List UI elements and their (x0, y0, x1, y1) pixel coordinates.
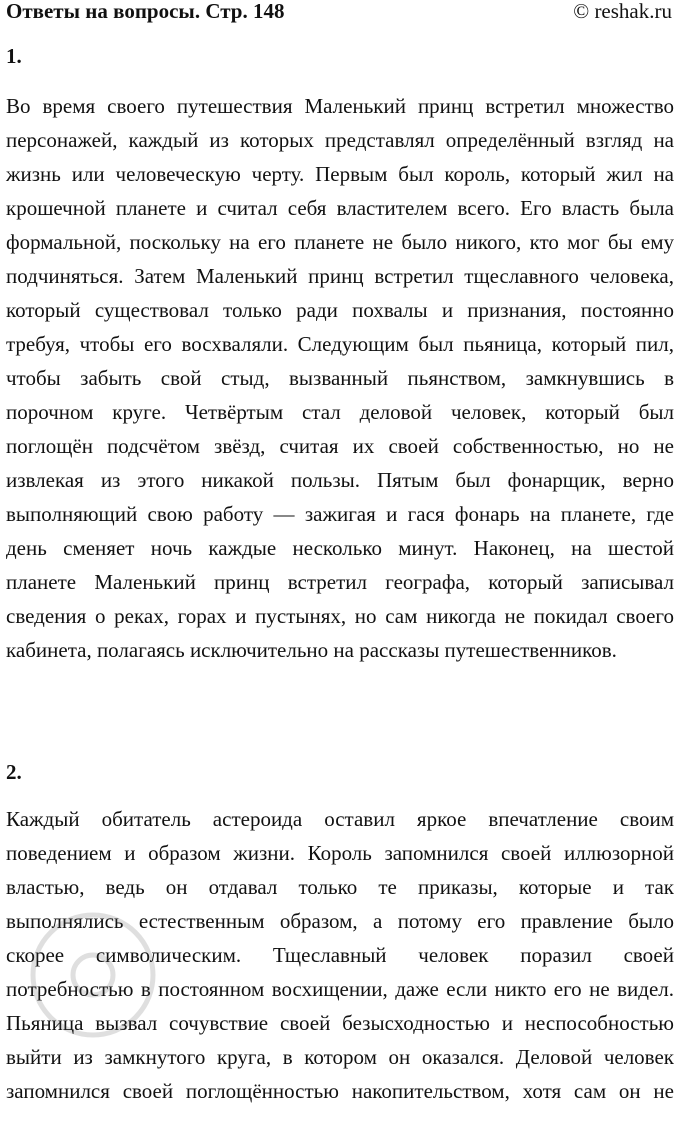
text-line: крошечной планете и считал себя властителем всего. Его власть была (6, 196, 674, 220)
text-line: формальной, поскольку на его планете не было никого, кто мог бы ему (6, 230, 674, 254)
page-title: Ответы на вопросы. Стр. 148 (6, 0, 285, 23)
site-credit: © reshak.ru (573, 0, 672, 23)
text-line: планете Маленький принц встретил географа, который записывал (6, 570, 674, 594)
text-line: кабинета, полагаясь исключительно на рассказы путешественников. (6, 638, 617, 662)
text-line: требуя, чтобы его восхваляли. Следующим был пьяница, который пил, (6, 332, 674, 356)
text-line: сведения о реках, горах и пустынях, но сам никогда не покидал своего (6, 604, 674, 628)
text-line: персонажей, каждый из которых представлял определённый взгляд на (6, 128, 674, 152)
text-line: подчиняться. Затем Маленький принц встретил тщеславного человека, (6, 264, 674, 288)
text-line: извлекая из этого никакой пользы. Пятым был фонарщик, верно (6, 468, 674, 492)
text-line: запомнился своей поглощённостью накопительством, хотя сам он не (6, 1079, 674, 1103)
text-line: жизнь или человеческую черту. Первым был король, который жил на (6, 162, 674, 186)
text-line: чтобы забыть свой стыд, вызванный пьянством, замкнувшись в (6, 366, 674, 390)
answer-paragraph-2 (6, 802, 674, 1108)
text-line: порочном круге. Четвёртым стал деловой человек, который был (6, 400, 674, 424)
text-line: выполнялись естественным образом, а потому его правление было (6, 909, 674, 933)
text-line: поглощён подсчётом звёзд, считая их своей собственностью, но не (6, 434, 674, 458)
text-line: выйти из замкнутого круга, в котором он оказался. Деловой человек (6, 1045, 674, 1069)
text-line: властью, ведь он отдавал только те приказы, которые и так (6, 875, 674, 899)
section-number-1: 1. (6, 44, 22, 68)
text-line: который существовал только ради похвалы и признания, постоянно (6, 298, 674, 322)
text-line: потребностью в постоянном восхищении, даже если никто его не видел. (6, 977, 674, 1001)
section-number-2: 2. (6, 760, 22, 784)
text-line: Каждый обитатель астероида оставил яркое впечатление своим (6, 807, 674, 831)
text-line: Пьяница вызвал сочувствие своей безысходностью и неспособностью (6, 1011, 674, 1035)
text-line: день сменяет ночь каждые несколько минут. Наконец, на шестой (6, 536, 674, 560)
text-line: скорее символическим. Тщеславный человек поразил своей (6, 943, 674, 967)
page-header (6, 0, 672, 24)
answer-paragraph-1 (6, 89, 674, 667)
text-line: поведением и образом жизни. Король запомнился своей иллюзорной (6, 841, 674, 865)
text-line: Во время своего путешествия Маленький принц встретил множество (6, 94, 674, 118)
text-line: выполняющий свою работу — зажигая и гася фонарь на планете, где (6, 502, 674, 526)
